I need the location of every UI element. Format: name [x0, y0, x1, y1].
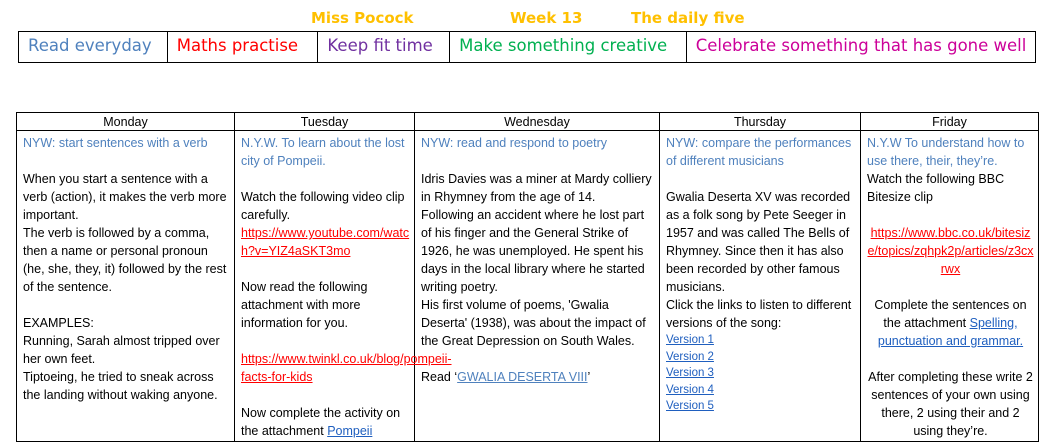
- daily-item-label: Make something creative: [459, 36, 668, 55]
- day-heading: Friday: [861, 113, 1038, 131]
- daily-item-label: Keep fit time: [327, 36, 433, 55]
- day-column-tuesday: [235, 113, 452, 441]
- instruction-text: Watch the following BBC Bitesize clip: [867, 172, 1005, 204]
- instruction-text: [421, 368, 655, 386]
- daily-item-label: Celebrate something that has gone well: [695, 36, 1027, 55]
- instruction-text: Idris Davies was a miner at Mardy colliery in Rhymney from the age of 14.: [421, 172, 652, 204]
- version-link[interactable]: Version 5: [666, 400, 714, 412]
- daily-item-read: [19, 32, 168, 62]
- examples-heading: EXAMPLES:: [23, 316, 94, 330]
- day-heading: Tuesday: [235, 113, 414, 131]
- daily-item-celebrate: [687, 32, 1035, 62]
- spag-attachment-link[interactable]: Spelling, punctuation and grammar.: [877, 316, 1024, 348]
- attachment-text: Complete the sentences on the attachment: [874, 298, 1027, 330]
- instruction-text: After completing these write 2 sentences of your own using there, 2 using their and 2 using they’re.: [868, 370, 1033, 438]
- daily-five-table: [18, 31, 1036, 63]
- bbc-bitesize-link[interactable]: https://www.bbc.co.uk/bitesize/topics/zqhpk2p/articles/z3cxrwx: [867, 226, 1034, 276]
- week-label: Week 13: [510, 9, 583, 27]
- nyw-objective: NYW: compare the performances of different musicians: [666, 136, 852, 168]
- instruction-text: His first volume of poems, 'Gwalia Deserta' (1938), was about the impact of the Great Depression on South Wales.: [421, 298, 646, 348]
- version-link[interactable]: Version 1: [666, 334, 714, 346]
- example-sentence: Running, Sarah almost tripped over her own feet.: [23, 334, 220, 366]
- version-link[interactable]: Version 3: [666, 367, 714, 379]
- instruction-text: Now read the following attachment with more information for you.: [241, 280, 368, 330]
- day-column-thursday: [660, 113, 861, 441]
- day-column-wednesday: [415, 113, 660, 441]
- instruction-text: Following an accident where he lost part of his finger and the General Strike of 1926, he was unemployed. He spent his days in the local library where he started writing poetry.: [421, 208, 645, 294]
- daily-item-keepfit: [318, 32, 450, 62]
- daily-item-label: Maths practise: [176, 36, 299, 55]
- instruction-text: Click the links to listen to different versions of the song:: [666, 298, 852, 330]
- nyw-objective: N.Y.W. To learn about the lost city of Pompeii.: [241, 136, 405, 168]
- day-column-monday: [17, 113, 235, 441]
- instruction-text: Gwalia Deserta XV was recorded as a folk song by Pete Seeger in 1957 and was called The Bells of Rhymney. Since then it has also been recorded by other famous musicians.: [666, 190, 851, 294]
- version-link[interactable]: Version 2: [666, 350, 714, 363]
- instruction-text: [867, 296, 1034, 350]
- day-heading: Thursday: [660, 113, 860, 131]
- day-heading: Monday: [17, 113, 234, 131]
- youtube-link[interactable]: https://www.youtube.com/watch?v=YIZ4aSKT3mo: [241, 226, 410, 258]
- daily-item-maths: [168, 32, 319, 62]
- teacher-name: Miss Pocock: [311, 9, 414, 27]
- daily-item-label: Read everyday: [28, 36, 152, 55]
- nyw-objective: N.Y.W To understand how to use there, their, they’re.: [867, 136, 1025, 168]
- version-link[interactable]: Version 4: [666, 383, 714, 396]
- gwalia-deserta-link[interactable]: GWALIA DESERTA VIII: [457, 370, 588, 384]
- example-sentence: Tiptoeing, he tried to sneak across the landing without waking anyone.: [23, 370, 218, 402]
- daily-item-creative: [450, 32, 687, 62]
- read-prefix: Read ‘: [421, 370, 458, 384]
- instruction-text: When you start a sentence with a verb (action), it makes the verb more important.: [23, 172, 227, 222]
- instruction-text: [241, 404, 410, 440]
- page-title: The daily five: [631, 9, 745, 27]
- nyw-objective: NYW: read and respond to poetry: [421, 136, 607, 150]
- pompeii-attachment-link[interactable]: Pompeii: [327, 424, 373, 438]
- instruction-text: The verb is followed by a comma, then a name or personal pronoun (he, she, they, it) followed by the rest of the sentence.: [23, 226, 227, 294]
- day-heading: Wednesday: [415, 113, 659, 131]
- day-column-friday: [861, 113, 1038, 441]
- read-suffix: ’: [587, 370, 591, 384]
- nyw-objective: NYW: start sentences with a verb: [23, 136, 208, 150]
- twinkl-link[interactable]: https://www.twinkl.co.uk/blog/pompeii-facts-for-kids: [241, 352, 452, 384]
- instruction-text: Watch the following video clip carefully.: [241, 190, 405, 222]
- weekly-timetable: [16, 112, 1039, 442]
- activity-text: Now complete the activity on the attachment: [241, 406, 401, 438]
